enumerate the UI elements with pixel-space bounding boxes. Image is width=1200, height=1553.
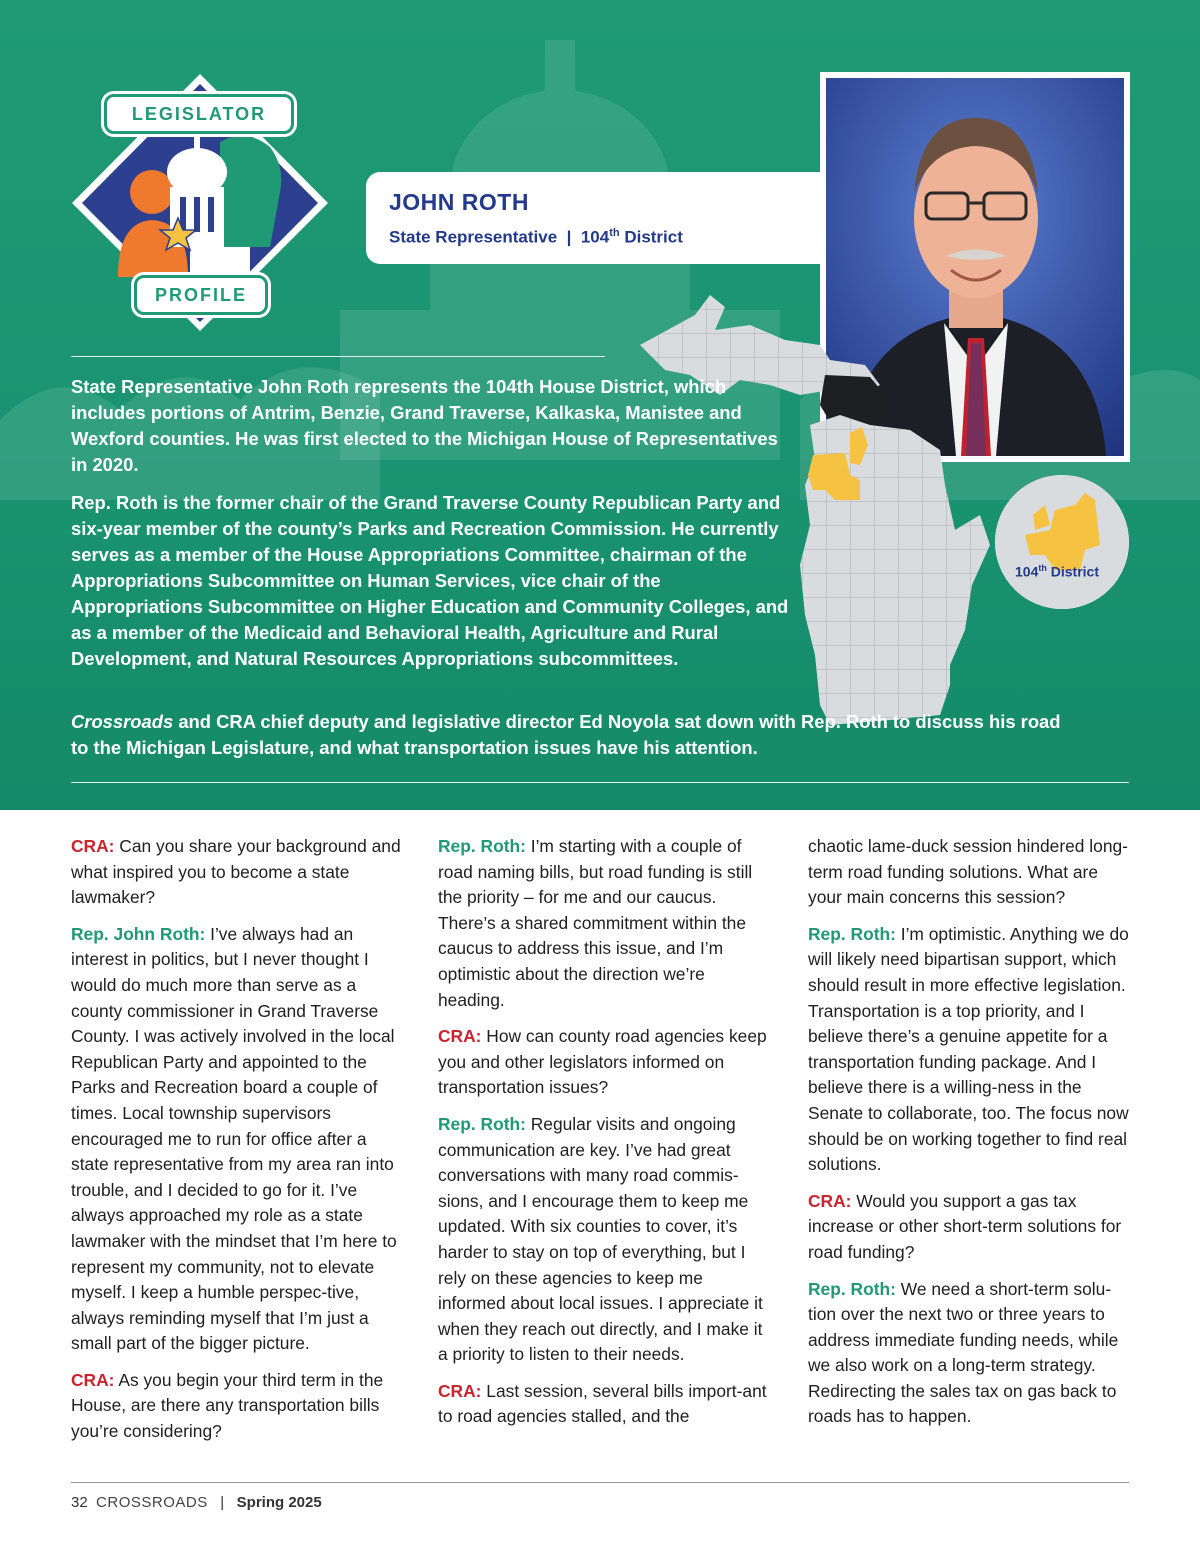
entry-text: I’m starting with a couple of road naming bills, but road funding is still the priority – for me and our caucus. There’s a shared commitment within the caucus to address this issue, and I’m optimistic about the direction we’re heading. [438,836,753,1010]
inset-label-sup: th [1038,563,1047,573]
speaker-label: CRA: [438,1380,482,1401]
speaker-label: Rep. John Roth: [71,923,206,944]
entry-text: chaotic lame-duck session hindered long-term road funding solutions. What are your main concerns this session? [808,836,1128,908]
interview-entry [808,922,1133,1178]
entry-text: How can county road agencies keep you and other legislators informed on transportation issues? [438,1026,767,1098]
intro-paragraph-3 [71,709,1071,761]
interview-entry [808,1189,1133,1266]
entry-text: Can you share your background and what inspired you to become a state lawmaker? [71,836,401,908]
interview-entry [808,1277,1133,1431]
inset-district-label [1015,563,1099,580]
badge-label-profile: PROFILE [134,275,268,315]
legislator-title [389,227,683,248]
speaker-label: Rep. Roth: [808,1278,896,1299]
interview-entry [71,1368,401,1445]
footer-separator: | [220,1494,225,1511]
speaker-label: Rep. Roth: [808,923,896,944]
speaker-label: CRA: [71,1369,115,1390]
inset-label-prefix: 104 [1015,563,1039,580]
title-prefix: State Representative | 104 [389,227,610,247]
issue-label: Spring 2025 [236,1494,322,1511]
intro-paragraph-2 [71,490,789,672]
publication-name: Crossroads [71,711,174,732]
page-footer [71,1494,322,1511]
district-inset-map [995,475,1129,609]
interview-column-3 [808,834,1133,1441]
interview-entry [438,1024,768,1101]
interview-entry [438,834,768,1013]
interview-column-1 [71,834,401,1456]
footer-divider [71,1482,1129,1483]
entry-text: Regular visits and ongoing communication are key. I’ve had great conversations with many road commis-sions, and I encourage them to keep me updated. With six counties to cover, it’s harder to stay on top of everything, but I rely on these agencies to keep me informed about local issues. I appreciate it when they reach out directly, and I make it a priority to listen to their needs. [438,1113,763,1365]
speaker-label: CRA: [808,1190,852,1211]
intro-paragraph-1 [71,374,786,478]
interview-entry [71,922,401,1357]
badge-label-legislator: LEGISLATOR [104,94,294,134]
interview-column-2 [438,834,768,1441]
magazine-name: CROSSROADS [96,1494,208,1511]
intro-text-3 [71,709,1071,761]
speaker-label: Rep. Roth: [438,836,526,856]
entry-text: I’ve always had an interest in politics, but I never thought I would do much more than serve as a county commissioner in Grand Traverse County. I was actively involved in the local Republican Party and appointed to the Parks and Recreation board a couple of times. Local township supervisors encouraged me to run for office after a state representative from my area ran into trouble, and I decided to go for it. I’ve always approached my role as a state lawmaker with the mindset that I’m here to represent my community, not to elevate myself. I keep a humble perspec-tive, always reminding myself that I’m just a small part of the bigger picture. [71,923,397,1354]
interview-entry [71,834,401,911]
entry-text: Would you support a gas tax increase or other short-term solutions for road funding? [808,1190,1122,1262]
intro-text-3-rest: and CRA chief deputy and legislative director Ed Noyola sat down with Rep. Roth to discuss his road to the Michigan Legislature, and what transportation issues have his attention. [71,711,1061,758]
district-inset-icon [995,475,1129,609]
title-sup: th [609,227,620,239]
legislator-name: JOHN ROTH [389,189,529,215]
speaker-label: CRA: [71,836,115,856]
entry-text: As you begin your third term in the House, are there any transportation bills you’re considering? [71,1369,384,1442]
speaker-label: Rep. Roth: [438,1113,526,1134]
name-card [366,172,846,264]
interview-entry [438,1379,768,1430]
entry-text: Last session, several bills import-ant to road agencies stalled, and the [438,1380,767,1427]
intro-text-2: Rep. Roth is the former chair of the Grand Traverse County Republican Party and six-year member of the county’s Parks and Recreation Commission. He currently serves as a member of the House Appropriations Committee, chairman of the Appropriations Subcommittee on Human Services, vice chair of the Appropriations Subcommittee on Higher Education and Community Colleges, and as a member of the Medicaid and Behavioral Health, Agriculture and Rural Development, and Natural Resources Appropriations subcommittees. [71,492,789,669]
intro-bottom-divider [71,782,1129,783]
speaker-label: CRA: [438,1026,482,1047]
intro-text-1: State Representative John Roth represents the 104th House District, which includes portions of Antrim, Benzie, Grand Traverse, Kalkaska, Manistee and Wexford counties. He was first elected to the Michigan House of Representatives in 2020. [71,376,778,475]
entry-text: We need a short-term solu-tion over the next two or three years to address immediate funding needs, while we also work on a long-term strategy. Redirecting the sales tax on gas back to roads has to happen. [808,1278,1119,1427]
interview-entry [808,834,1133,911]
inset-label-suffix: District [1046,563,1099,580]
legislator-profile-badge [70,72,330,334]
page-number: 32 [71,1494,88,1511]
title-suffix: District [619,227,683,247]
intro-top-divider [71,356,605,357]
entry-text: I’m optimistic. Anything we do will likely need bipartisan support, which should result in more effective legislation. Transportation is a top priority, and I believe there’s a genuine appetite for a transportation funding package. And I believe there is a willing-ness in the Senate to collaborate, too. The focus now should be on working together to find real solutions. [808,923,1129,1175]
interview-entry [438,1112,768,1368]
